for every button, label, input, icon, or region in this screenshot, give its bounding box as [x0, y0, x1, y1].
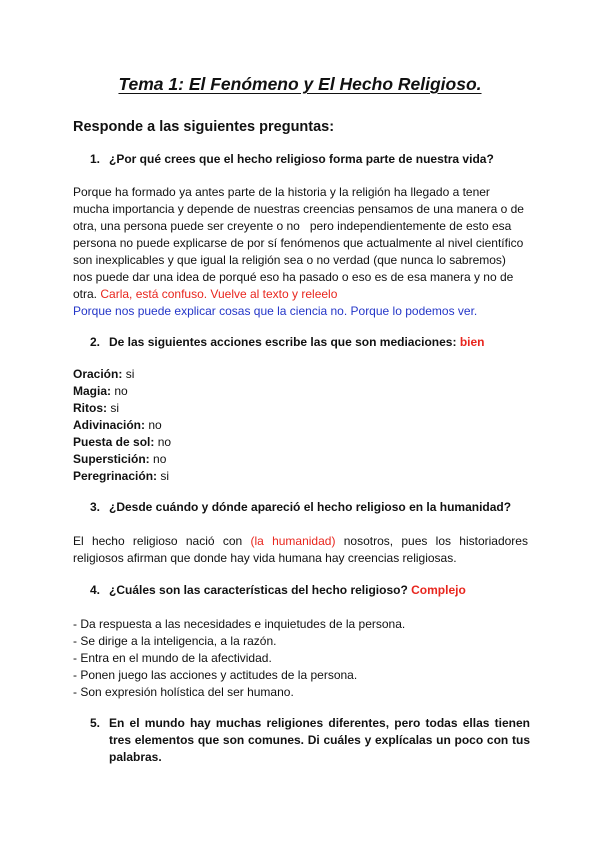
item-label: Adivinación:: [73, 418, 146, 432]
question-text: ¿Cuáles son las características del hecho religioso?: [109, 583, 408, 597]
answer-start: El hecho religioso nació con: [73, 534, 243, 548]
answer-line-last: [73, 286, 528, 303]
item-label: Peregrinación:: [73, 469, 158, 483]
question-text: En el mundo hay muchas religiones diferentes, pero todas ellas tienen tres elementos que son comunes. Di cuáles y explícalas un poco con tus palabras.: [109, 716, 530, 764]
question-1: [90, 152, 494, 166]
student-reply: Porque nos puede explicar cosas que la ciencia no. Porque lo podemos ver.: [73, 304, 478, 318]
item-label: Ritos:: [73, 401, 107, 415]
answer-3: [73, 533, 528, 567]
question-text: ¿Desde cuándo y dónde apareció el hecho religioso en la humanidad?: [109, 500, 512, 514]
page-title: Tema 1: El Fenómeno y El Hecho Religioso.: [118, 74, 482, 94]
item-value: si: [125, 367, 135, 381]
item-label: Superstición:: [73, 452, 150, 466]
list-item: [73, 400, 171, 417]
answer-end: nosotros, pues los historiadores religiosos afirman que donde hay vida humana hay creencias religiosas.: [73, 534, 528, 565]
list-item: [73, 468, 171, 485]
characteristics-list: [73, 616, 405, 701]
list-item: - Ponen juego las acciones y actitudes de la persona.: [73, 668, 358, 682]
list-item: - Da respuesta a las necesidades e inquietudes de la persona.: [73, 617, 406, 631]
answer-line: persona no puede explicarse de por sí fenómenos que actualmente al nivel científico: [73, 236, 524, 250]
correction: (la humanidad): [250, 534, 336, 548]
question-number: 4.: [90, 583, 101, 597]
list-item: [73, 417, 171, 434]
question-number: 5.: [90, 716, 101, 730]
teacher-comment: Carla, está confuso. Vuelve al texto y releelo: [100, 287, 338, 301]
question-4: [90, 583, 466, 597]
list-item: [73, 383, 171, 400]
item-value: no: [157, 435, 172, 449]
list-item: - Son expresión holística del ser humano.: [73, 685, 294, 699]
question-3: [90, 500, 511, 514]
grade-badge: Complejo: [411, 583, 466, 597]
question-number: 3.: [90, 500, 101, 514]
list-item: [73, 434, 171, 451]
answer-line: mucha importancia y depende de nuestras creencias pensamos de una manera o de: [73, 202, 524, 216]
answer-line: Porque ha formado ya antes parte de la historia y la religión ha llegado a tener: [73, 185, 490, 199]
question-number: 1.: [90, 152, 101, 166]
item-label: Magia:: [73, 384, 112, 398]
question-2: [90, 335, 485, 349]
question-number: 2.: [90, 335, 101, 349]
question-5: [90, 715, 530, 766]
item-value: si: [160, 469, 170, 483]
answer-end: otra.: [73, 287, 98, 301]
item-value: no: [153, 452, 167, 466]
answer-1: [73, 184, 528, 320]
instructions: Responde a las siguientes preguntas:: [73, 119, 335, 135]
item-label: Puesta de sol:: [73, 435, 155, 449]
answer-line: otra, una persona puede ser creyente o no pero independientemente de esto esa: [73, 219, 512, 233]
item-value: no: [114, 384, 128, 398]
item-value: no: [148, 418, 162, 432]
question-text: ¿Por qué crees que el hecho religioso forma parte de nuestra vida?: [109, 152, 494, 166]
list-item: [73, 366, 171, 383]
list-item: - Entra en el mundo de la afectividad.: [73, 651, 272, 665]
item-label: Oración:: [73, 367, 123, 381]
answer-line: son inexplicables y que igual la religión sea o no verdad (que nunca lo sabremos): [73, 253, 506, 267]
item-value: si: [110, 401, 120, 415]
list-item: - Se dirige a la inteligencia, a la razón.: [73, 634, 277, 648]
question-text: De las siguientes acciones escribe las que son mediaciones:: [109, 335, 457, 349]
list-item: [73, 451, 171, 468]
mediations-list: [73, 366, 171, 485]
grade-badge: bien: [459, 335, 485, 349]
answer-line: nos puede dar una idea de porqué eso ha pasado o eso es de esa manera y no de: [73, 270, 514, 284]
